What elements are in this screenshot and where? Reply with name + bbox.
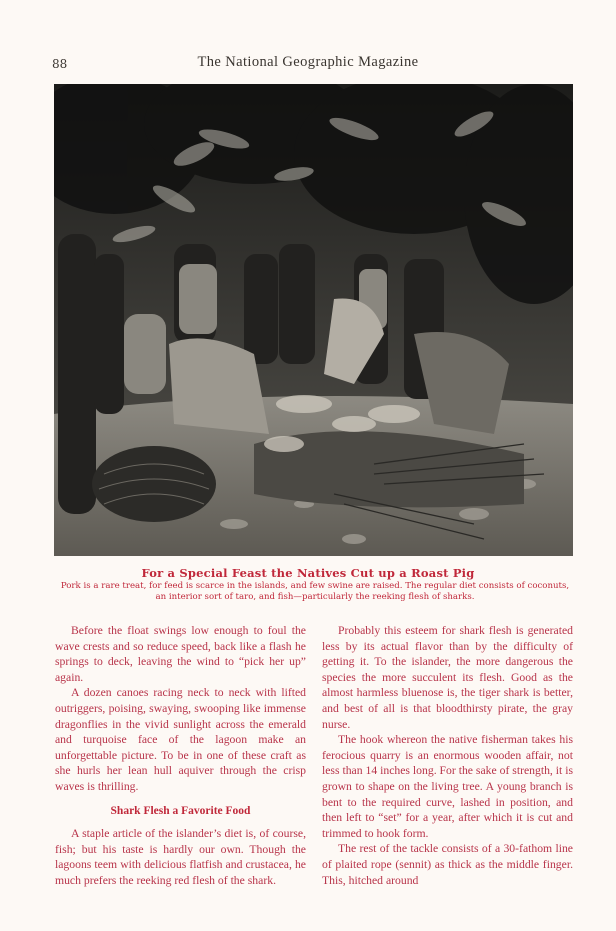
caption-text: Pork is a rare treat, for feed is scarce in the islands, and few swine are raised. The regular diet consists of coconuts, an interior sort of taro, and fish—particularly the reeking flesh of sharks. — [60, 581, 570, 602]
caption-title: For a Special Feast the Natives Cut up a Roast Pig — [141, 566, 475, 580]
paragraph: Probably this esteem for shark flesh is generated less by its actual flavor than by the difficulty of getting it. To the islander, the more dangerous the species the more succulent its flesh. Good as the almost harmless bluenose is, the tiger shark is better, and best of all is that bloodthirsty pirate, the gray nurse. — [322, 624, 573, 731]
running-title: The National Geographic Magazine — [197, 54, 419, 70]
paragraph: Before the float swings low enough to foul the wave crests and so reduce speed, back like a flash he springs to deck, leaving the wind to “pick her up” again. — [55, 624, 306, 684]
section-subheading: Shark Flesh a Favorite Food — [110, 804, 251, 817]
page-number: 88 — [52, 57, 68, 71]
left-column — [55, 623, 306, 889]
feast-photograph — [54, 84, 573, 556]
paragraph: A staple article of the islander’s diet is, of course, fish; but his taste is hardly our own. Though the lagoons teem with delicious flatfish and crustacea, he much prefers the reeking red flesh of the shark. — [55, 827, 306, 887]
right-column — [322, 623, 573, 888]
paragraph: A dozen canoes racing neck to neck with lifted outriggers, poising, swaying, swooping like immense dragonflies in the vivid sunlight across the emerald and turquoise face of the lagoon make an unforgettable picture. To be in one of these craft as she hurls her lean hull aquiver through the crisp waves is thrilling. — [55, 686, 306, 793]
paragraph: The rest of the tackle consists of a 30-fathom line of plaited rope (sennit) as thick as the middle finger. This, hitched around — [322, 842, 573, 887]
paragraph: The hook whereon the native fisherman takes his ferocious quarry is an enormous wooden affair, not less than 14 inches long. For the sake of strength, it is grown to shape on the living tree. A young branch is bent to the required curve, lashed in position, and then left to “set” for a year, after which it is cut and trimmed to hook form. — [322, 733, 573, 840]
